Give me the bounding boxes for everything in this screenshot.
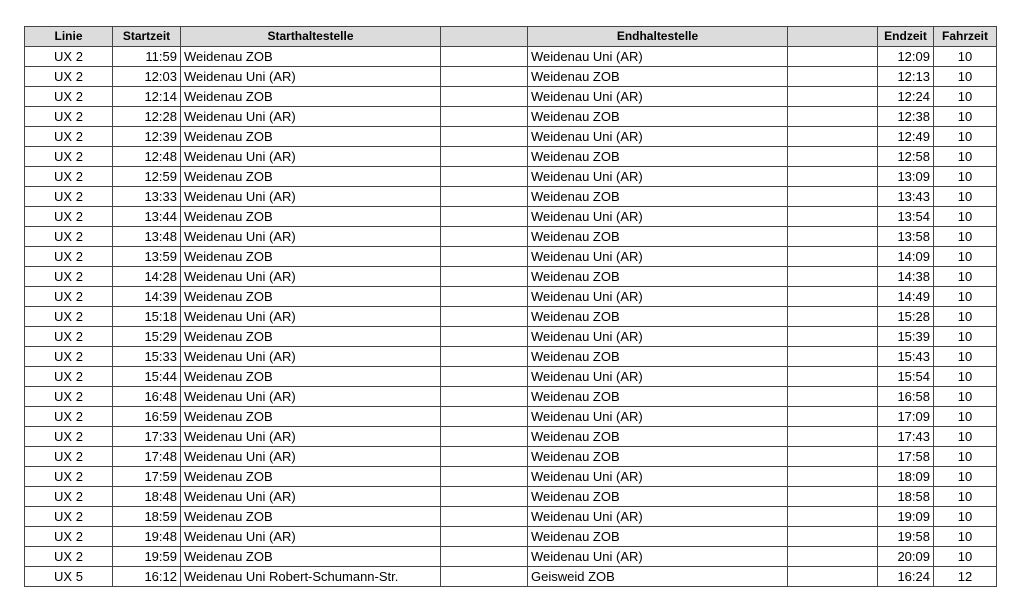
cell-fahrzeit: 10 [934, 327, 997, 347]
cell-linie: UX 2 [25, 107, 113, 127]
cell-endhaltestelle: Weidenau ZOB [528, 527, 788, 547]
cell-endhaltestelle: Weidenau ZOB [528, 107, 788, 127]
cell-gap-2 [788, 247, 878, 267]
cell-gap [441, 507, 528, 527]
header-gap [441, 27, 528, 47]
table-row [25, 247, 997, 267]
table-row [25, 167, 997, 187]
cell-gap-2 [788, 507, 878, 527]
cell-starthaltestelle: Weidenau ZOB [181, 507, 441, 527]
cell-linie: UX 2 [25, 427, 113, 447]
table-row [25, 67, 997, 87]
cell-startzeit: 11:59 [113, 47, 181, 67]
cell-startzeit: 17:48 [113, 447, 181, 467]
cell-startzeit: 16:48 [113, 387, 181, 407]
table-row [25, 427, 997, 447]
cell-linie: UX 2 [25, 187, 113, 207]
header-startzeit: Startzeit [113, 27, 181, 47]
cell-startzeit: 14:39 [113, 287, 181, 307]
cell-gap [441, 407, 528, 427]
cell-endzeit: 15:54 [878, 367, 934, 387]
cell-endhaltestelle: Weidenau ZOB [528, 67, 788, 87]
cell-endzeit: 12:49 [878, 127, 934, 147]
table-row [25, 467, 997, 487]
cell-starthaltestelle: Weidenau Uni (AR) [181, 347, 441, 367]
cell-startzeit: 18:59 [113, 507, 181, 527]
cell-endzeit: 19:58 [878, 527, 934, 547]
cell-linie: UX 2 [25, 467, 113, 487]
cell-gap-2 [788, 167, 878, 187]
cell-starthaltestelle: Weidenau Uni (AR) [181, 227, 441, 247]
cell-gap-2 [788, 527, 878, 547]
cell-endzeit: 12:13 [878, 67, 934, 87]
table-row [25, 207, 997, 227]
cell-gap [441, 287, 528, 307]
cell-gap-2 [788, 107, 878, 127]
cell-startzeit: 12:03 [113, 67, 181, 87]
cell-starthaltestelle: Weidenau Uni (AR) [181, 67, 441, 87]
cell-fahrzeit: 10 [934, 167, 997, 187]
cell-endhaltestelle: Weidenau Uni (AR) [528, 247, 788, 267]
cell-gap [441, 467, 528, 487]
cell-starthaltestelle: Weidenau Uni (AR) [181, 307, 441, 327]
cell-starthaltestelle: Weidenau ZOB [181, 167, 441, 187]
table-row [25, 307, 997, 327]
cell-startzeit: 13:44 [113, 207, 181, 227]
cell-starthaltestelle: Weidenau ZOB [181, 367, 441, 387]
cell-linie: UX 2 [25, 387, 113, 407]
cell-linie: UX 2 [25, 327, 113, 347]
cell-endzeit: 14:38 [878, 267, 934, 287]
cell-endhaltestelle: Weidenau Uni (AR) [528, 367, 788, 387]
table-row [25, 47, 997, 67]
cell-endhaltestelle: Weidenau ZOB [528, 227, 788, 247]
cell-gap [441, 47, 528, 67]
cell-startzeit: 12:14 [113, 87, 181, 107]
cell-gap-2 [788, 47, 878, 67]
cell-gap-2 [788, 367, 878, 387]
cell-endzeit: 13:09 [878, 167, 934, 187]
cell-fahrzeit: 10 [934, 307, 997, 327]
cell-linie: UX 2 [25, 487, 113, 507]
cell-endzeit: 17:09 [878, 407, 934, 427]
cell-fahrzeit: 10 [934, 427, 997, 447]
cell-gap [441, 347, 528, 367]
header-linie: Linie [25, 27, 113, 47]
cell-gap-2 [788, 327, 878, 347]
cell-starthaltestelle: Weidenau Uni (AR) [181, 387, 441, 407]
cell-fahrzeit: 10 [934, 527, 997, 547]
cell-gap-2 [788, 227, 878, 247]
table-row [25, 367, 997, 387]
table-row [25, 447, 997, 467]
cell-starthaltestelle: Weidenau Uni (AR) [181, 187, 441, 207]
cell-gap [441, 187, 528, 207]
cell-endzeit: 19:09 [878, 507, 934, 527]
cell-endzeit: 14:09 [878, 247, 934, 267]
cell-endzeit: 12:38 [878, 107, 934, 127]
cell-startzeit: 16:59 [113, 407, 181, 427]
table-row [25, 87, 997, 107]
cell-fahrzeit: 12 [934, 567, 997, 587]
cell-endhaltestelle: Weidenau Uni (AR) [528, 507, 788, 527]
cell-endhaltestelle: Weidenau ZOB [528, 267, 788, 287]
cell-startzeit: 18:48 [113, 487, 181, 507]
table-row [25, 507, 997, 527]
cell-starthaltestelle: Weidenau ZOB [181, 547, 441, 567]
table-row [25, 547, 997, 567]
cell-endhaltestelle: Weidenau Uni (AR) [528, 207, 788, 227]
cell-endhaltestelle: Weidenau Uni (AR) [528, 167, 788, 187]
cell-endzeit: 13:54 [878, 207, 934, 227]
cell-gap-2 [788, 407, 878, 427]
cell-fahrzeit: 10 [934, 107, 997, 127]
cell-linie: UX 2 [25, 47, 113, 67]
cell-endhaltestelle: Weidenau ZOB [528, 487, 788, 507]
cell-endzeit: 15:28 [878, 307, 934, 327]
cell-fahrzeit: 10 [934, 227, 997, 247]
cell-endzeit: 13:58 [878, 227, 934, 247]
cell-endzeit: 12:09 [878, 47, 934, 67]
cell-fahrzeit: 10 [934, 247, 997, 267]
cell-starthaltestelle: Weidenau ZOB [181, 407, 441, 427]
cell-endhaltestelle: Weidenau Uni (AR) [528, 467, 788, 487]
cell-gap-2 [788, 147, 878, 167]
cell-starthaltestelle: Weidenau Uni (AR) [181, 147, 441, 167]
cell-linie: UX 2 [25, 87, 113, 107]
cell-linie: UX 2 [25, 307, 113, 327]
cell-endhaltestelle: Weidenau Uni (AR) [528, 287, 788, 307]
cell-linie: UX 2 [25, 67, 113, 87]
cell-endhaltestelle: Weidenau ZOB [528, 447, 788, 467]
cell-startzeit: 12:59 [113, 167, 181, 187]
cell-gap-2 [788, 547, 878, 567]
cell-linie: UX 2 [25, 167, 113, 187]
table-row [25, 287, 997, 307]
cell-gap [441, 547, 528, 567]
cell-starthaltestelle: Weidenau ZOB [181, 207, 441, 227]
timetable-body [25, 47, 997, 587]
cell-fahrzeit: 10 [934, 287, 997, 307]
header-row [25, 27, 997, 47]
cell-startzeit: 16:12 [113, 567, 181, 587]
cell-gap [441, 87, 528, 107]
cell-startzeit: 13:48 [113, 227, 181, 247]
cell-fahrzeit: 10 [934, 507, 997, 527]
cell-gap [441, 447, 528, 467]
cell-startzeit: 17:33 [113, 427, 181, 447]
cell-gap-2 [788, 567, 878, 587]
cell-fahrzeit: 10 [934, 187, 997, 207]
cell-fahrzeit: 10 [934, 347, 997, 367]
cell-gap-2 [788, 427, 878, 447]
header-starthaltestelle: Starthaltestelle [181, 27, 441, 47]
cell-endhaltestelle: Weidenau Uni (AR) [528, 47, 788, 67]
table-row [25, 127, 997, 147]
cell-linie: UX 2 [25, 447, 113, 467]
cell-linie: UX 2 [25, 127, 113, 147]
cell-starthaltestelle: Weidenau Uni (AR) [181, 447, 441, 467]
cell-startzeit: 12:39 [113, 127, 181, 147]
cell-gap [441, 227, 528, 247]
table-row [25, 187, 997, 207]
cell-starthaltestelle: Weidenau ZOB [181, 467, 441, 487]
cell-linie: UX 2 [25, 227, 113, 247]
cell-gap [441, 107, 528, 127]
cell-linie: UX 2 [25, 207, 113, 227]
cell-fahrzeit: 10 [934, 467, 997, 487]
cell-endhaltestelle: Weidenau Uni (AR) [528, 127, 788, 147]
cell-gap-2 [788, 387, 878, 407]
cell-gap [441, 167, 528, 187]
cell-endzeit: 16:24 [878, 567, 934, 587]
cell-endzeit: 15:43 [878, 347, 934, 367]
table-row [25, 267, 997, 287]
cell-fahrzeit: 10 [934, 87, 997, 107]
cell-linie: UX 2 [25, 507, 113, 527]
cell-gap-2 [788, 267, 878, 287]
cell-gap-2 [788, 347, 878, 367]
cell-startzeit: 15:18 [113, 307, 181, 327]
cell-linie: UX 2 [25, 347, 113, 367]
cell-linie: UX 2 [25, 527, 113, 547]
cell-gap-2 [788, 67, 878, 87]
cell-fahrzeit: 10 [934, 367, 997, 387]
cell-gap [441, 67, 528, 87]
table-row [25, 567, 997, 587]
cell-startzeit: 13:59 [113, 247, 181, 267]
cell-startzeit: 12:48 [113, 147, 181, 167]
cell-starthaltestelle: Weidenau Uni (AR) [181, 527, 441, 547]
cell-endhaltestelle: Weidenau ZOB [528, 147, 788, 167]
table-row [25, 347, 997, 367]
cell-gap [441, 527, 528, 547]
cell-linie: UX 5 [25, 567, 113, 587]
cell-endhaltestelle: Weidenau Uni (AR) [528, 547, 788, 567]
cell-gap [441, 307, 528, 327]
cell-starthaltestelle: Weidenau Uni Robert-Schumann-Str. [181, 567, 441, 587]
cell-gap [441, 127, 528, 147]
cell-endzeit: 12:24 [878, 87, 934, 107]
cell-fahrzeit: 10 [934, 67, 997, 87]
cell-starthaltestelle: Weidenau ZOB [181, 287, 441, 307]
cell-startzeit: 15:29 [113, 327, 181, 347]
cell-linie: UX 2 [25, 247, 113, 267]
cell-gap-2 [788, 467, 878, 487]
cell-endhaltestelle: Weidenau ZOB [528, 427, 788, 447]
cell-starthaltestelle: Weidenau Uni (AR) [181, 487, 441, 507]
cell-starthaltestelle: Weidenau ZOB [181, 247, 441, 267]
cell-endhaltestelle: Geisweid ZOB [528, 567, 788, 587]
cell-gap [441, 207, 528, 227]
cell-startzeit: 19:48 [113, 527, 181, 547]
cell-startzeit: 17:59 [113, 467, 181, 487]
cell-starthaltestelle: Weidenau ZOB [181, 327, 441, 347]
cell-fahrzeit: 10 [934, 407, 997, 427]
cell-endzeit: 16:58 [878, 387, 934, 407]
cell-gap [441, 327, 528, 347]
table-row [25, 327, 997, 347]
cell-startzeit: 15:44 [113, 367, 181, 387]
cell-fahrzeit: 10 [934, 147, 997, 167]
table-row [25, 407, 997, 427]
table-row [25, 527, 997, 547]
cell-gap-2 [788, 307, 878, 327]
cell-endzeit: 18:09 [878, 467, 934, 487]
cell-gap [441, 267, 528, 287]
cell-gap [441, 487, 528, 507]
table-row [25, 387, 997, 407]
header-endhaltestelle: Endhaltestelle [528, 27, 788, 47]
cell-endhaltestelle: Weidenau ZOB [528, 387, 788, 407]
cell-startzeit: 19:59 [113, 547, 181, 567]
cell-gap [441, 567, 528, 587]
cell-endhaltestelle: Weidenau ZOB [528, 187, 788, 207]
cell-endhaltestelle: Weidenau Uni (AR) [528, 87, 788, 107]
cell-endzeit: 17:58 [878, 447, 934, 467]
cell-endhaltestelle: Weidenau Uni (AR) [528, 327, 788, 347]
cell-endzeit: 12:58 [878, 147, 934, 167]
cell-endzeit: 15:39 [878, 327, 934, 347]
table-row [25, 107, 997, 127]
cell-gap-2 [788, 447, 878, 467]
cell-gap [441, 247, 528, 267]
cell-endzeit: 17:43 [878, 427, 934, 447]
cell-gap [441, 427, 528, 447]
cell-endhaltestelle: Weidenau ZOB [528, 347, 788, 367]
cell-fahrzeit: 10 [934, 447, 997, 467]
cell-fahrzeit: 10 [934, 387, 997, 407]
cell-starthaltestelle: Weidenau ZOB [181, 127, 441, 147]
cell-gap [441, 147, 528, 167]
header-gap-2 [788, 27, 878, 47]
table-row [25, 487, 997, 507]
cell-fahrzeit: 10 [934, 267, 997, 287]
cell-gap-2 [788, 287, 878, 307]
header-fahrzeit: Fahrzeit [934, 27, 997, 47]
cell-starthaltestelle: Weidenau ZOB [181, 47, 441, 67]
cell-starthaltestelle: Weidenau Uni (AR) [181, 107, 441, 127]
cell-fahrzeit: 10 [934, 127, 997, 147]
cell-endhaltestelle: Weidenau ZOB [528, 307, 788, 327]
cell-startzeit: 12:28 [113, 107, 181, 127]
cell-linie: UX 2 [25, 267, 113, 287]
cell-gap-2 [788, 487, 878, 507]
cell-linie: UX 2 [25, 147, 113, 167]
cell-fahrzeit: 10 [934, 47, 997, 67]
cell-endzeit: 18:58 [878, 487, 934, 507]
cell-linie: UX 2 [25, 367, 113, 387]
cell-gap-2 [788, 207, 878, 227]
cell-linie: UX 2 [25, 407, 113, 427]
cell-startzeit: 15:33 [113, 347, 181, 367]
cell-gap-2 [788, 127, 878, 147]
cell-endhaltestelle: Weidenau Uni (AR) [528, 407, 788, 427]
cell-endzeit: 14:49 [878, 287, 934, 307]
cell-startzeit: 14:28 [113, 267, 181, 287]
cell-endzeit: 13:43 [878, 187, 934, 207]
cell-gap [441, 367, 528, 387]
timetable [24, 26, 997, 587]
cell-fahrzeit: 10 [934, 207, 997, 227]
cell-starthaltestelle: Weidenau Uni (AR) [181, 427, 441, 447]
cell-starthaltestelle: Weidenau Uni (AR) [181, 267, 441, 287]
cell-fahrzeit: 10 [934, 547, 997, 567]
cell-linie: UX 2 [25, 287, 113, 307]
cell-endzeit: 20:09 [878, 547, 934, 567]
table-row [25, 147, 997, 167]
cell-starthaltestelle: Weidenau ZOB [181, 87, 441, 107]
cell-fahrzeit: 10 [934, 487, 997, 507]
cell-gap [441, 387, 528, 407]
cell-gap-2 [788, 87, 878, 107]
table-row [25, 227, 997, 247]
cell-linie: UX 2 [25, 547, 113, 567]
cell-gap-2 [788, 187, 878, 207]
header-endzeit: Endzeit [878, 27, 934, 47]
cell-startzeit: 13:33 [113, 187, 181, 207]
